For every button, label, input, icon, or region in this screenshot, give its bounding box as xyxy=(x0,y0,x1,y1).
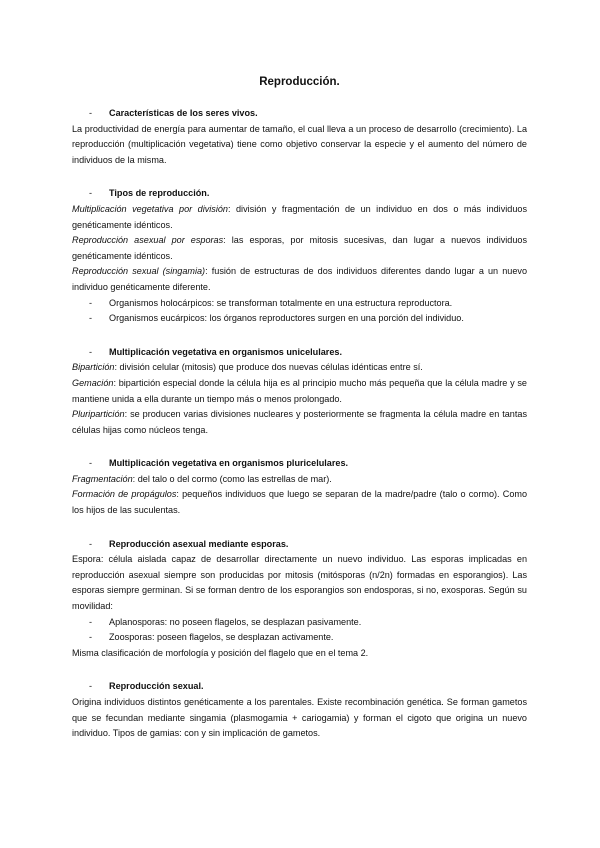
heading-text: Multiplicación vegetativa en organismos unicelulares. xyxy=(109,346,342,357)
list-item xyxy=(72,296,527,312)
definition: : pequeños individuos que luego se separan de la madre/padre (talo o cormo). Como los hijos de las suculentas. xyxy=(72,489,528,516)
list-item xyxy=(72,630,527,646)
term: Multiplicación vegetativa por división xyxy=(72,203,228,214)
section-heading-sexual xyxy=(72,679,527,695)
list-item-text: Organismos holocárpicos: se transforman totalmente en una estructura reproductora. xyxy=(109,297,453,308)
bullet-dash: - xyxy=(89,313,93,324)
definition-paragraph xyxy=(72,233,527,264)
bullet-dash: - xyxy=(89,538,93,549)
bullet-dash: - xyxy=(89,346,93,357)
list-item xyxy=(72,615,527,631)
term: Fragmentación xyxy=(72,473,133,484)
bullet-dash: - xyxy=(89,616,93,627)
definition: : bipartición especial donde la célula hija es al principio mucho más pequeña que la célula madre y se mantiene unida a ella durante un tiempo más o menos prolongado. xyxy=(72,377,527,404)
bullet-dash: - xyxy=(89,681,93,692)
definition: : división y fragmentación de un individuo en dos o más individuos genéticamente idénticos. xyxy=(72,203,527,230)
term: Reproducción asexual por esporas xyxy=(72,235,224,246)
term: Formación de propágulos xyxy=(72,489,177,500)
term: Pluripartición xyxy=(72,409,125,420)
section-heading-pluricelulares xyxy=(72,456,527,472)
term: Bipartición xyxy=(72,362,115,373)
definition: : del talo o del cormo (como las estrellas de mar). xyxy=(132,473,332,484)
list-item-text: Aplanosporas: no poseen flagelos, se desplazan pasivamente. xyxy=(109,616,362,627)
paragraph: Espora: célula aislada capaz de desarrollar directamente un nuevo individuo. Las esporas implicadas en reproducción asexual siempre son producidas por mitosis (mitósporas (n/2n) formadas en esporangios). Las esporas siempre germinan. Si se forman dentro de los esporangios son endosporas, si no, exosporas. Según su movilidad: xyxy=(72,554,527,612)
definition-paragraph xyxy=(72,376,527,407)
bullet-dash: - xyxy=(89,188,93,199)
heading-text: Reproducción sexual. xyxy=(109,681,204,692)
section-heading-caracteristicas xyxy=(72,106,527,122)
definition-paragraph xyxy=(72,264,527,295)
bullet-dash: - xyxy=(89,458,93,469)
definition-paragraph xyxy=(72,202,527,233)
definition-paragraph xyxy=(72,472,527,488)
heading-text: Tipos de reproducción. xyxy=(109,188,210,199)
bullet-dash: - xyxy=(89,297,93,308)
paragraph: La productividad de energía para aumentar de tamaño, el cual lleva a un proceso de desarrollo (crecimiento). La reproducción (multiplicación vegetativa) tiene como objetivo conservar la especie y el aumento del número de individuos de la misma. xyxy=(72,123,527,165)
bullet-dash: - xyxy=(89,632,93,643)
section-heading-unicelulares xyxy=(72,345,527,361)
list-item xyxy=(72,311,527,327)
list-item-text: Organismos eucárpicos: los órganos reproductores surgen en una porción del individuo. xyxy=(109,313,464,324)
section-heading-tipos xyxy=(72,186,527,202)
bullet-dash: - xyxy=(89,108,93,118)
definition-paragraph xyxy=(72,487,527,518)
list-item-text: Zoosporas: poseen flagelos, se desplazan activamente. xyxy=(109,632,334,643)
definition: : división celular (mitosis) que produce dos nuevas células idénticas entre sí. xyxy=(114,362,423,373)
document-body xyxy=(72,106,527,742)
definition-paragraph xyxy=(72,407,527,438)
heading-text: Reproducción asexual mediante esporas. xyxy=(109,538,289,549)
definition: : las esporas, por mitosis sucesivas, dan lugar a nuevos individuos genéticamente idénticos. xyxy=(72,235,527,261)
section-heading-esporas xyxy=(72,537,527,553)
heading-text: Características de los seres vivos. xyxy=(109,108,258,118)
paragraph: Misma clasificación de morfología y posición del flagelo que en el tema 2. xyxy=(72,647,369,658)
definition: : se producen varias divisiones nucleares y posteriormente se fragmenta la célula madre en tantas células hijas como núcleos tenga. xyxy=(72,409,527,435)
term: Gemación xyxy=(72,377,114,388)
definition-paragraph xyxy=(72,360,527,376)
page-title: Reproducción. xyxy=(259,76,340,88)
heading-text: Multiplicación vegetativa en organismos pluricelulares. xyxy=(109,458,349,469)
paragraph: Origina individuos distintos genéticamente a los parentales. Existe recombinación genética. Se forman gametos que se fecundan mediante singamia (plasmogamia + cariogamia) y forman el cigoto que origina un nuevo individuo. Tipos de gamias: con y sin implicación de gametos. xyxy=(72,697,527,739)
definition: : fusión de estructuras de dos individuos diferentes dando lugar a un nuevo individuo genéticamente diferente. xyxy=(72,266,527,292)
term: Reproducción sexual (singamia) xyxy=(72,266,206,277)
